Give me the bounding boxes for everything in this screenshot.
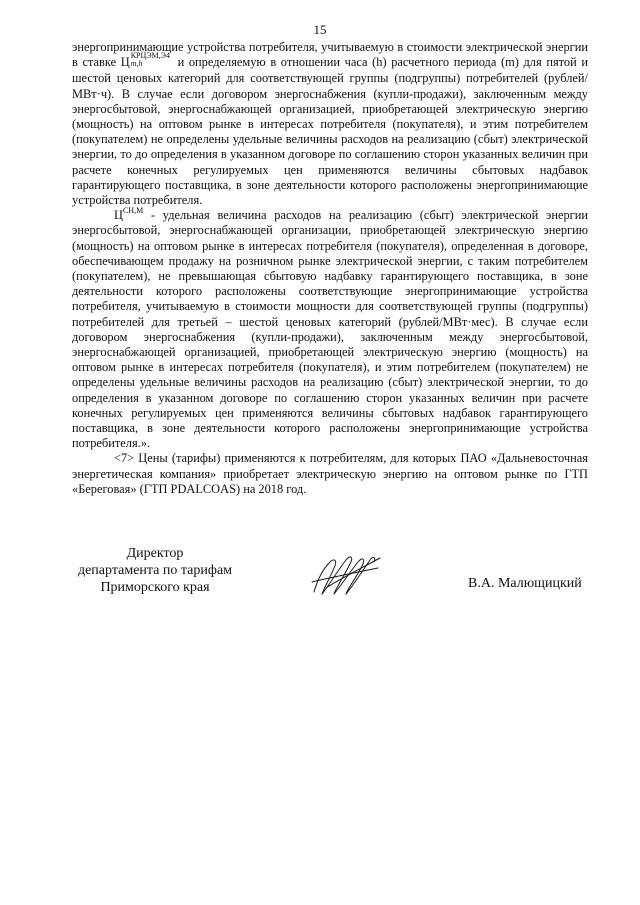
paragraph1-text-end: и определяемую в отношении часа (h) расчетного периода (m) для пятой и шестой ценовых категорий для соответствующей группы (подгруппы) потребителей (рублей/МВт·ч). В случае если договором энергоснабжения (купли-продажи), заключенным между энергосбытовой, энергоснабжающей организацией, приобретающей электрическую энергию (мощность) на оптовом рынке в интересах потребителя (покупателя), и этим потребителем (покупателем) не определены удельные величины расходов на реализацию (сбыт) электрической энергии, то до определения в указанном договоре по соглашению сторон указанных величин при расчете конечных регулируемых цен применяются величины сбытовых надбавок гарантирующего поставщика, в зоне деятельности которого расположены энергопринимающие устройства потребителя. (72, 55, 588, 207)
footnote-7: <7> Цены (тарифы) применяются к потребителям, для которых ПАО «Дальневосточная энергетическая компания» приобретает электрическую энергию на оптовом рынке по ГТП «Береговая» (ГТП PDALCOAS) на 2018 год. (72, 451, 588, 496)
signatory-department: департамента по тарифам (77, 563, 233, 578)
paragraph1-text-start: энергопринимающие устройства потребителя, учитываемую в стоимости электрической энергии в ставке Ц (72, 40, 588, 70)
handwritten-signature (308, 548, 388, 600)
cost-symbol-superscript: СН,М (122, 206, 144, 216)
signatory-title (60, 545, 250, 596)
paragraph-sales-cost-definition (72, 208, 588, 451)
signatory-name: В.А. Малющицкий (468, 576, 582, 591)
paragraph-rate-definition-continued (72, 40, 588, 208)
rate-index (131, 52, 170, 68)
cost-symbol: Ц (114, 208, 123, 223)
document-body (72, 40, 588, 497)
page-number: 15 (313, 22, 327, 37)
signatory-position: Директор (126, 546, 184, 561)
rate-superscript: КРЦЭМ,Э4 (130, 51, 170, 61)
paragraph2-text: - удельная величина расходов на реализацию (сбыт) электрической энергии энергосбытовой, энергоснабжающей организации, приобретающей электрическую энергию (мощность) на оптовом рынке в интересах потребителя (покупателя), определенная в договоре, обеспечивающем продажу на розничном рынке электрической энергии, с таким потребителем (покупателем), не превышающая сбытовую надбавку гарантирующего поставщика, в зоне деятельности которого расположены соответствующие энергопринимающие устройства потребителя, учитываемую в стоимости мощности для соответствующей группы (подгруппы) потребителей для третьей – шестой ценовых категорий (рублей/МВт·мес). В случае если договором энергоснабжения (купли-продажи), заключенным между энергосбытовой, энергоснабжающей организацией, приобретающей электрическую энергию (мощность) на оптовом рынке в интересах потребителя (покупателя), и этим потребителем (покупателем) не определены удельные величины расходов на реализацию (сбыт) электрической энергии, то до определения в указанном договоре по соглашению сторон указанных величин при расчете конечных регулируемых цен применяются величины сбытовых надбавок гарантирующего поставщика, в зоне деятельности которого расположены энергопринимающие устройства потребителя.». (72, 208, 588, 451)
signatory-region: Приморского края (100, 580, 210, 595)
rate-subscript: m,h (130, 59, 143, 69)
